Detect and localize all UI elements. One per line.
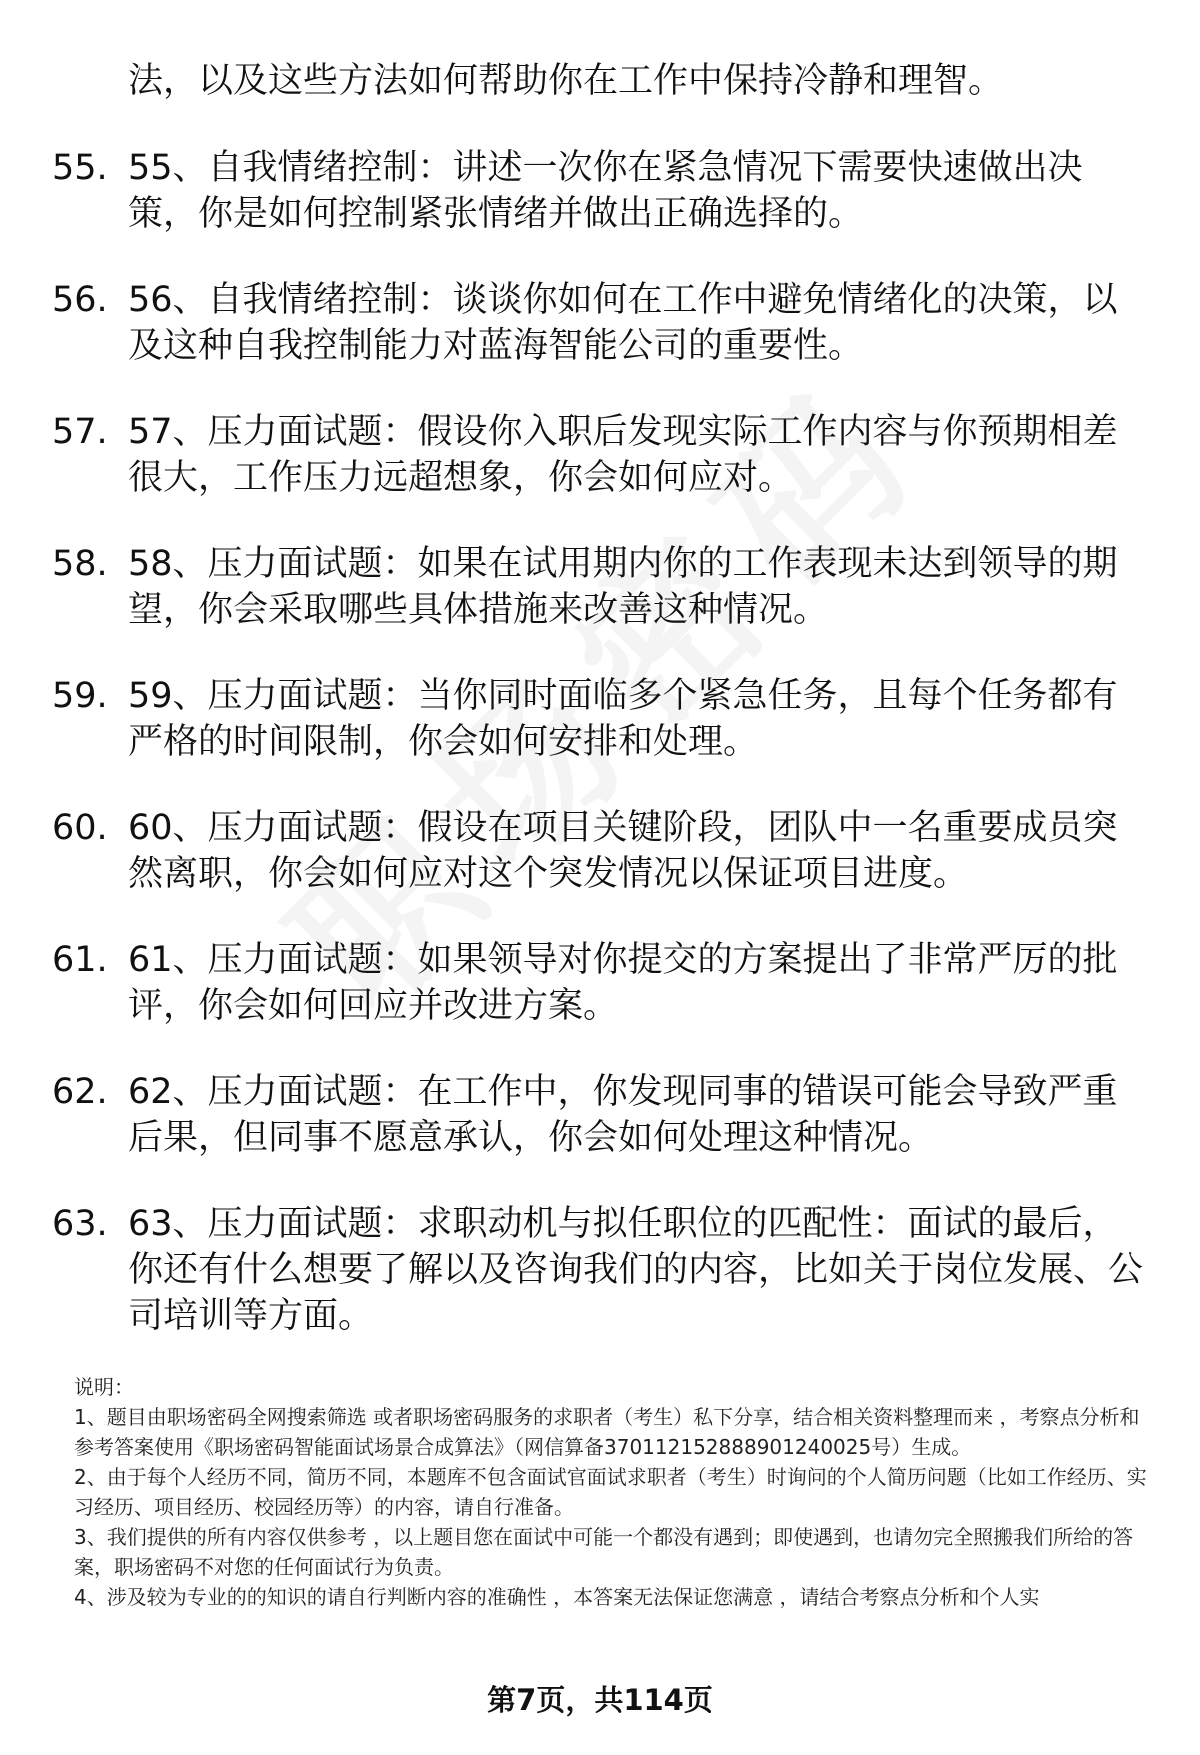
- question-number: 60.: [52, 808, 108, 848]
- question-number: 59.: [52, 676, 108, 716]
- question-item: [0, 145, 1200, 277]
- notes-item: 4、涉及较为专业的的知识的请自行判断内容的准确性 ，本答案无法保证您满意 ，请结合考察点分析和个人实: [74, 1585, 1040, 1609]
- question-text: 55、自我情绪控制：讲述一次你在紧急情况下需要快速做出决策，你是如何控制紧张情绪并做出正确选择的。: [128, 148, 1083, 234]
- question-item: [0, 1069, 1200, 1201]
- notes-item: 2、由于每个人经历不同，简历不同，本题库不包含面试官面试求职者（考生）时询问的个人简历问题（比如工作经历、实习经历、项目经历、校园经历等）的内容，请自行准备。: [74, 1465, 1147, 1519]
- question-text: 60、压力面试题：假设在项目关键阶段，团队中一名重要成员突然离职，你会如何应对这个突发情况以保证项目进度。: [128, 808, 1118, 894]
- question-text: 57、压力面试题：假设你入职后发现实际工作内容与你预期相差很大，工作压力远超想象，你会如何应对。: [128, 412, 1118, 498]
- question-item: [0, 937, 1200, 1069]
- question-number: 55.: [52, 148, 108, 188]
- question-text: 59、压力面试题：当你同时面临多个紧急任务，且每个任务都有严格的时间限制，你会如何安排和处理。: [128, 676, 1118, 762]
- notes-section: [74, 1372, 1154, 1612]
- question-item: [0, 805, 1200, 937]
- question-text: 56、自我情绪控制：谈谈你如何在工作中避免情绪化的决策，以及这种自我控制能力对蓝海智能公司的重要性。: [128, 280, 1118, 366]
- notes-item: 3、我们提供的所有内容仅供参考 ，以上题目您在面试中可能一个都没有遇到；即使遇到，也请勿完全照搬我们所给的答案，职场密码不对您的任何面试行为负责。: [74, 1525, 1134, 1579]
- question-text: 61、压力面试题：如果领导对你提交的方案提出了非常严厉的批评，你会如何回应并改进方案。: [128, 940, 1118, 1026]
- question-item: [0, 1201, 1200, 1381]
- question-item: [0, 409, 1200, 541]
- page-number: 第7页，共114页: [487, 1683, 713, 1717]
- question-number: 61.: [52, 940, 108, 980]
- notes-item: 1、题目由职场密码全网搜索筛选 或者职场密码服务的求职者（考生）私下分享，结合相关资料整理而来 ，考察点分析和参考答案使用《职场密码智能面试场景合成算法》（网信算备370112152888901240025号）生成。: [74, 1405, 1140, 1459]
- question-item: [0, 277, 1200, 409]
- question-text: 63、压力面试题：求职动机与拟任职位的匹配性：面试的最后，你还有什么想要了解以及咨询我们的内容，比如关于岗位发展、公司培训等方面。: [128, 1204, 1144, 1336]
- question-text: 58、压力面试题：如果在试用期内你的工作表现未达到领导的期望，你会采取哪些具体措施来改善这种情况。: [128, 544, 1118, 630]
- question-item: [0, 541, 1200, 673]
- question-text: 62、压力面试题：在工作中，你发现同事的错误可能会导致严重后果，但同事不愿意承认，你会如何处理这种情况。: [128, 1072, 1118, 1158]
- question-number: 56.: [52, 280, 108, 320]
- continuation-text: 法，以及这些方法如何帮助你在工作中保持冷静和理智。: [128, 61, 1004, 101]
- question-number: 63.: [52, 1204, 108, 1244]
- question-number: 62.: [52, 1072, 108, 1112]
- notes-heading: 说明：: [74, 1375, 134, 1399]
- question-item: [0, 673, 1200, 805]
- question-number: 57.: [52, 412, 108, 452]
- question-number: 58.: [52, 544, 108, 584]
- question-list: [0, 145, 1200, 1381]
